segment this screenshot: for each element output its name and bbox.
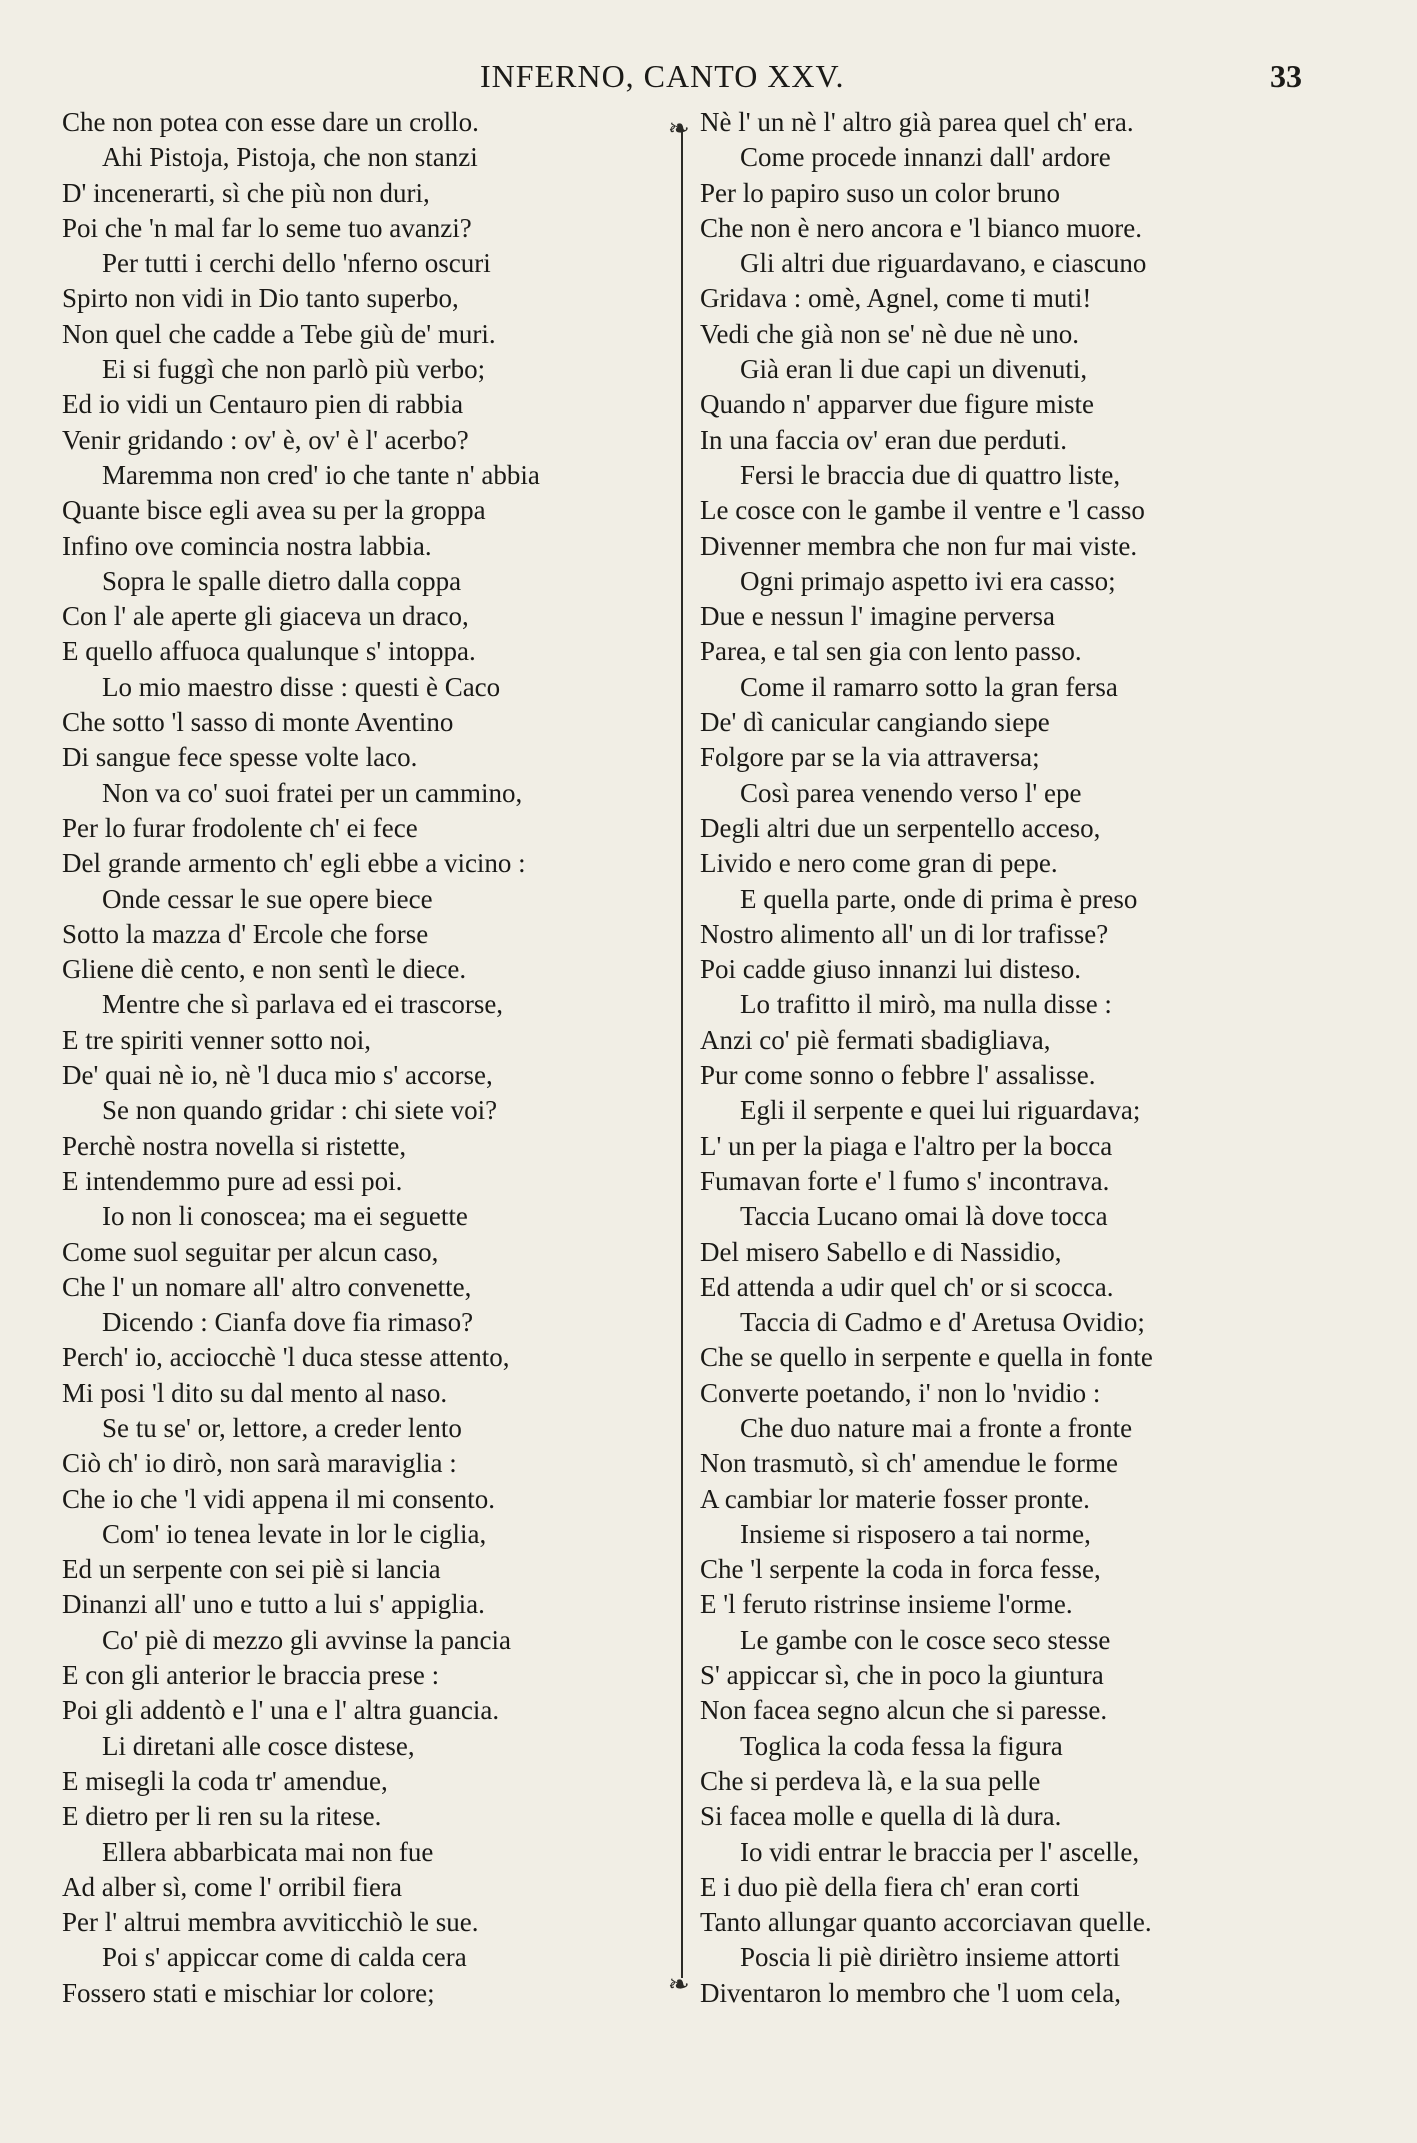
right-verse-line: Così parea venendo verso l' epe: [740, 777, 1082, 808]
left-verse-line: De' quai nè io, nè 'l duca mio s' accorse,: [62, 1060, 493, 1091]
left-verse-line: Venir gridando : ov' è, ov' è l' acerbo?: [62, 424, 469, 455]
left-verse-line: Poi che 'n mal far lo seme tuo avanzi?: [62, 212, 472, 243]
right-verse-line: Io vidi entrar le braccia per l' ascelle,: [740, 1836, 1140, 1867]
left-verse-line: Che l' un nomare all' altro convenette,: [62, 1271, 472, 1302]
left-verse-line: D' incenerarti, sì che più non duri,: [62, 177, 430, 208]
left-verse-line: Se non quando gridar : chi siete voi?: [102, 1095, 498, 1126]
right-verse-line: Nostro alimento all' un di lor trafisse?: [700, 918, 1109, 949]
left-verse-line: Che non potea con esse dare un crollo.: [62, 107, 479, 137]
right-verse-line: Fumavan forte e' l fumo s' incontrava.: [700, 1165, 1110, 1196]
left-verse-line: Co' piè di mezzo gli avvinse la pancia: [102, 1624, 511, 1655]
left-verse-line: Con l' ale aperte gli giaceva un draco,: [62, 601, 469, 632]
right-verse-line: Livido e nero come gran di pepe.: [700, 848, 1058, 879]
right-verse-line: S' appiccar sì, che in poco la giuntura: [700, 1660, 1104, 1691]
left-verse-line: Per tutti i cerchi dello 'nferno oscuri: [102, 248, 491, 279]
left-verse-line: Ellera abbarbicata mai non fue: [102, 1836, 434, 1867]
right-verse-line: Lo trafitto il mirò, ma nulla disse :: [740, 989, 1112, 1020]
left-verse-line: Di sangue fece spesse volte laco.: [62, 742, 418, 773]
page-header: [0, 58, 1417, 102]
left-verse-line: E intendemmo pure ad essi poi.: [62, 1165, 403, 1196]
right-verse-line: Nè l' un nè l' altro già parea quel ch' era.: [700, 107, 1134, 137]
left-verse-line: Poi s' appiccar come di calda cera: [102, 1942, 467, 1973]
column-divider: [681, 128, 683, 1978]
right-verse-line: Come il ramarro sotto la gran fersa: [740, 671, 1118, 702]
page-number: 33: [1270, 58, 1302, 94]
left-verse-line: Ciò ch' io dirò, non sarà maraviglia :: [62, 1448, 457, 1479]
left-verse-line: Come suol seguitar per alcun caso,: [62, 1236, 439, 1267]
left-verse-line: Sotto la mazza d' Ercole che forse: [62, 918, 429, 949]
right-verse-line: Folgore par se la via attraversa;: [700, 742, 1040, 773]
right-verse-line: Che se quello in serpente e quella in fonte: [700, 1342, 1153, 1373]
left-verse-line: E dietro per li ren su la ritese.: [62, 1801, 382, 1832]
left-verse-line: Infino ove comincia nostra labbia.: [62, 530, 432, 561]
left-verse-line: Ed un serpente con sei piè si lancia: [62, 1554, 441, 1585]
left-verse-line: Per l' altrui membra avviticchiò le sue.: [62, 1907, 479, 1938]
left-verse-line: E tre spiriti venner sotto noi,: [62, 1024, 371, 1055]
right-column: [700, 105, 1340, 2011]
left-verse-line: Mentre che sì parlava ed ei trascorse,: [102, 989, 504, 1020]
left-verse-line: Perch' io, acciocchè 'l duca stesse attento,: [62, 1342, 510, 1373]
bottom-ornament-icon: ❧: [668, 1970, 690, 2000]
right-verse-line: Ogni primajo aspetto ivi era casso;: [740, 565, 1116, 596]
right-verse-line: Già eran li due capi un divenuti,: [740, 354, 1088, 385]
left-verse-line: Ei si fuggì che non parlò più verbo;: [102, 354, 486, 385]
right-verse-line: Gli altri due riguardavano, e ciascuno: [740, 248, 1147, 279]
left-verse-line: Spirto non vidi in Dio tanto superbo,: [62, 283, 459, 314]
right-verse-line: Insieme si risposero a tai norme,: [740, 1518, 1091, 1549]
left-verse-line: Poi gli addentò e l' una e l' altra guancia.: [62, 1695, 500, 1726]
right-verse-line: Le gambe con le cosce seco stesse: [740, 1624, 1111, 1655]
left-verse-line: Fossero stati e mischiar lor colore;: [62, 1977, 435, 2008]
right-verse-line: Parea, e tal sen gia con lento passo.: [700, 636, 1082, 667]
left-verse-line: Onde cessar le sue opere biece: [102, 883, 433, 914]
left-verse-line: Che sotto 'l sasso di monte Aventino: [62, 707, 454, 738]
running-head: INFERNO, CANTO XXV.: [480, 58, 845, 94]
right-verse-line: Converte poetando, i' non lo 'nvidio :: [700, 1377, 1101, 1408]
right-verse-line: Che duo nature mai a fronte a fronte: [740, 1412, 1133, 1443]
right-verse-line: Non facea segno alcun che si paresse.: [700, 1695, 1108, 1726]
left-verse-line: Maremma non cred' io che tante n' abbia: [102, 459, 540, 490]
right-verse-line: L' un per la piaga e l'altro per la bocca: [700, 1130, 1113, 1161]
left-verse-line: Com' io tenea levate in lor le ciglia,: [102, 1518, 487, 1549]
left-verse-line: Li diretani alle cosce distese,: [102, 1730, 415, 1761]
right-verse-line: Taccia di Cadmo e d' Aretusa Ovidio;: [740, 1307, 1145, 1338]
left-verse-line: Non quel che cadde a Tebe giù de' muri.: [62, 318, 496, 349]
right-verse-line: In una faccia ov' eran due perduti.: [700, 424, 1067, 455]
right-verse-line: Tanto allungar quanto accorciavan quelle.: [700, 1907, 1152, 1938]
right-verse-line: Per lo papiro suso un color bruno: [700, 177, 1060, 208]
right-verse-line: Poi cadde giuso innanzi lui disteso.: [700, 954, 1081, 985]
right-verse-line: Che 'l serpente la coda in forca fesse,: [700, 1554, 1101, 1585]
right-verse-line: Si facea molle e quella di là dura.: [700, 1801, 1062, 1832]
right-verse-line: Gridava : omè, Agnel, come ti muti!: [700, 283, 1092, 314]
right-verse-line: Vedi che già non se' nè due nè uno.: [700, 318, 1080, 349]
right-verse-line: Che non è nero ancora e 'l bianco muore.: [700, 212, 1142, 243]
right-verse-line: E 'l feruto ristrinse insieme l'orme.: [700, 1589, 1073, 1620]
left-verse-line: Dinanzi all' uno e tutto a lui s' appiglia.: [62, 1589, 485, 1620]
left-verse-line: E misegli la coda tr' amendue,: [62, 1765, 388, 1796]
right-verse-line: Due e nessun l' imagine perversa: [700, 601, 1055, 632]
left-verse-line: Che io che 'l vidi appena il mi consento.: [62, 1483, 496, 1514]
right-verse-line: Taccia Lucano omai là dove tocca: [740, 1201, 1108, 1232]
right-verse-line: Egli il serpente e quei lui riguardava;: [740, 1095, 1141, 1126]
left-verse-line: E quello affuoca qualunque s' intoppa.: [62, 636, 476, 667]
left-verse-line: Ahi Pistoja, Pistoja, che non stanzi: [102, 142, 478, 173]
left-verse-line: Ed io vidi un Centauro pien di rabbia: [62, 389, 464, 420]
right-verse-line: Anzi co' piè fermati sbadigliava,: [700, 1024, 1051, 1055]
right-verse-line: Poscia li piè diriètro insieme attorti: [740, 1942, 1121, 1973]
left-verse-line: Quante bisce egli avea su per la groppa: [62, 495, 486, 526]
left-column: [62, 105, 692, 2011]
right-verse-line: Diventaron lo membro che 'l uom cela,: [700, 1977, 1121, 2008]
left-verse-line: Per lo furar frodolente ch' ei fece: [62, 812, 418, 843]
left-verse-line: Mi posi 'l dito su dal mento al naso.: [62, 1377, 448, 1408]
right-verse-line: Divenner membra che non fur mai viste.: [700, 530, 1138, 561]
right-verse-line: Come procede innanzi dall' ardore: [740, 142, 1111, 173]
top-ornament-icon: ❧: [668, 114, 690, 144]
right-verse-line: Che si perdeva là, e la sua pelle: [700, 1765, 1041, 1796]
right-verse-line: Quando n' apparver due figure miste: [700, 389, 1094, 420]
right-verse-line: E i duo piè della fiera ch' eran corti: [700, 1871, 1080, 1902]
left-verse-line: Del grande armento ch' egli ebbe a vicino :: [62, 848, 526, 879]
left-verse-line: E con gli anterior le braccia prese :: [62, 1660, 440, 1691]
left-verse-line: Io non li conoscea; ma ei seguette: [102, 1201, 468, 1232]
right-verse-line: Pur come sonno o febbre l' assalisse.: [700, 1060, 1096, 1091]
right-verse-line: Fersi le braccia due di quattro liste,: [740, 459, 1121, 490]
right-verse-line: Toglica la coda fessa la figura: [740, 1730, 1063, 1761]
right-verse-line: E quella parte, onde di prima è preso: [740, 883, 1138, 914]
right-verse-line: Le cosce con le gambe il ventre e 'l casso: [700, 495, 1145, 526]
right-verse-line: Degli altri due un serpentello acceso,: [700, 812, 1101, 843]
right-verse-line: Del misero Sabello e di Nassidio,: [700, 1236, 1062, 1267]
right-verse-line: Ed attenda a udir quel ch' or si scocca.: [700, 1271, 1114, 1302]
left-verse-line: Dicendo : Cianfa dove fia rimaso?: [102, 1307, 474, 1338]
left-verse-line: Sopra le spalle dietro dalla coppa: [102, 565, 462, 596]
left-verse-line: Ad alber sì, come l' orribil fiera: [62, 1871, 402, 1902]
right-verse-line: De' dì canicular cangiando siepe: [700, 707, 1050, 738]
left-verse-line: Se tu se' or, lettore, a creder lento: [102, 1412, 462, 1443]
left-verse-line: Gliene diè cento, e non sentì le diece.: [62, 954, 467, 985]
left-verse-line: Perchè nostra novella si ristette,: [62, 1130, 407, 1161]
left-verse-line: Non va co' suoi fratei per un cammino,: [102, 777, 523, 808]
right-verse-line: A cambiar lor materie fosser pronte.: [700, 1483, 1090, 1514]
right-verse-line: Non trasmutò, sì ch' amendue le forme: [700, 1448, 1118, 1479]
left-verse-line: Lo mio maestro disse : questi è Caco: [102, 671, 501, 702]
